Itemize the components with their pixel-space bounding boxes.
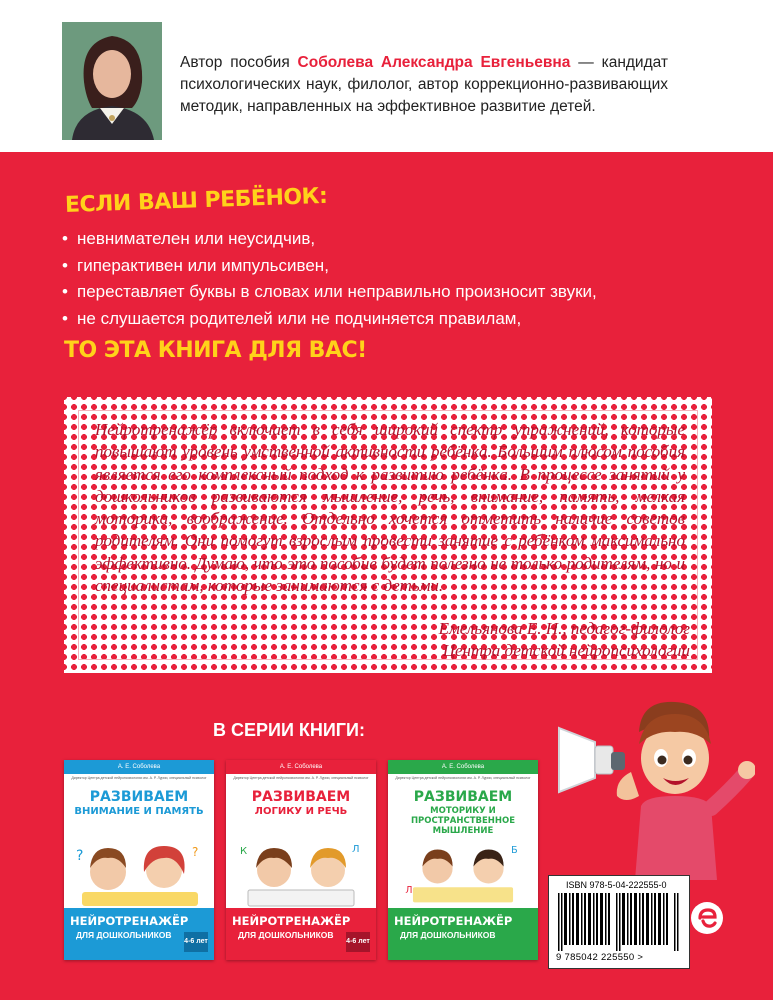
- book-series-sublabel: ДЛЯ ДОШКОЛЬНИКОВ: [400, 930, 496, 940]
- barcode-number: 9 785042 225550 >: [556, 952, 644, 963]
- book-title-line-1: РАЗВИВАЕМ: [251, 789, 351, 805]
- bullet-mark: •: [62, 255, 68, 275]
- book-title-line-1: РАЗВИВАЕМ: [413, 789, 513, 805]
- book-title-line-1: РАЗВИВАЕМ: [89, 789, 189, 805]
- series-book-3: [388, 760, 538, 960]
- isbn-text: ISBN 978-5-04-222555-0: [566, 880, 667, 890]
- list-item: [62, 226, 722, 253]
- svg-text:Л: Л: [405, 884, 413, 896]
- boy-with-megaphone-illustration: [555, 700, 755, 880]
- book-author: А. Е. Соболева: [441, 764, 485, 770]
- book-author-title: Директор Центра детской нейропсихологии им. А. Р. Лурии, специальный психолог: [71, 776, 207, 780]
- quote-signature: [300, 618, 690, 662]
- list-item-text: невнимателен или неусидчив,: [77, 229, 316, 248]
- book-age-badge: 4-6 лет: [346, 932, 370, 952]
- book-cover-illustration: [396, 840, 530, 908]
- book-title-line-2: ЛОГИКУ И РЕЧЬ: [254, 806, 348, 817]
- quote-text: Нейротренажёр включает в себя широкий спектр упражнений, которые повышают уровень умственной активности ребёнка. Большим плюсом пособия является его комплексный подход к развитию ребёнка. В процессе занятий у дошкольников развиваются мышление, речь, внимание, память, мелкая моторика, воображение. Отдельно хочется отметить наличие советов родителям. Они помогут взрослым провести занятие с ребёнком максимально эффективно. Думаю, что это пособие будет полезно не только родителям, но и специалистам, которые занимаются с детьми.: [95, 420, 685, 596]
- barcode-icon: [558, 893, 680, 951]
- svg-text:?: ?: [192, 845, 199, 859]
- list-item-text: переставляет буквы в словах или неправильно произносит звуки,: [77, 282, 597, 301]
- list-item-text: гиперактивен или импульсивен,: [77, 255, 329, 275]
- series-book-1: [64, 760, 214, 960]
- book-series-label: НЕЙРОТРЕНАЖЁР: [394, 914, 513, 928]
- series-book-2: [226, 760, 376, 960]
- book-series-sublabel: ДЛЯ ДОШКОЛЬНИКОВ: [238, 930, 334, 940]
- book-series-sublabel: ДЛЯ ДОШКОЛЬНИКОВ: [76, 930, 172, 940]
- bullet-mark: •: [62, 282, 68, 301]
- author-bio: [180, 52, 668, 118]
- svg-text:К: К: [240, 846, 248, 857]
- list-item: [62, 279, 722, 306]
- book-cover-illustration: [234, 836, 368, 908]
- bullet-mark: •: [62, 229, 68, 248]
- author-photo: [62, 22, 162, 140]
- book-author: А. Е. Соболева: [279, 764, 323, 770]
- author-intro: Автор пособия: [180, 54, 298, 71]
- symptom-list: [62, 226, 722, 332]
- series-heading: В СЕРИИ КНИГИ:: [213, 720, 365, 740]
- list-item-text: не слушается родителей или не подчиняется правилам,: [77, 308, 522, 328]
- book-author-title: Директор Центра детской нейропсихологии им. А. Р. Лурии, специальный психолог: [233, 776, 369, 780]
- book-cover-illustration: [72, 836, 206, 908]
- list-item: [62, 306, 722, 333]
- author-section: [0, 0, 773, 152]
- if-your-child-heading: ЕСЛИ ВАШ РЕБЁНОК:: [64, 183, 328, 218]
- book-title-line-2: ВНИМАНИЕ И ПАМЯТЬ: [74, 806, 204, 817]
- svg-text:Л: Л: [352, 844, 360, 855]
- book-title-line-2: МОТОРИКУ И ПРОСТРАНСТВЕННОЕ МЫШЛЕНИЕ: [410, 806, 516, 836]
- bullet-mark: •: [62, 308, 68, 328]
- author-name: Соболева Александра Евгеньевна: [297, 54, 571, 71]
- book-age-badge: 4-6 лет: [184, 932, 208, 952]
- list-item: [62, 253, 722, 280]
- book-author: А. Е. Соболева: [117, 764, 161, 770]
- book-author-title: Директор Центра детской нейропсихологии им. А. Р. Лурии, специальный психолог: [395, 776, 531, 780]
- author-description: — кандидат психологических наук, филолог, автор коррекционно-развивающих методик, направленных на эффективное развитие детей.: [180, 54, 668, 115]
- signature-line-2: Центра детской нейропсихологии: [442, 641, 690, 660]
- megaphone-icon: [559, 728, 625, 792]
- book-series-label: НЕЙРОТРЕНАЖЁР: [70, 914, 189, 928]
- this-book-heading: ТО ЭТА КНИГА ДЛЯ ВАС!: [64, 338, 367, 363]
- book-series-label: НЕЙРОТРЕНАЖЁР: [232, 914, 351, 928]
- signature-line-1: Емельянова Е. Н., педагог-филолог: [438, 619, 690, 638]
- svg-text:?: ?: [76, 848, 84, 864]
- svg-text:Б: Б: [511, 845, 518, 857]
- eksmo-logo-icon: [691, 902, 723, 934]
